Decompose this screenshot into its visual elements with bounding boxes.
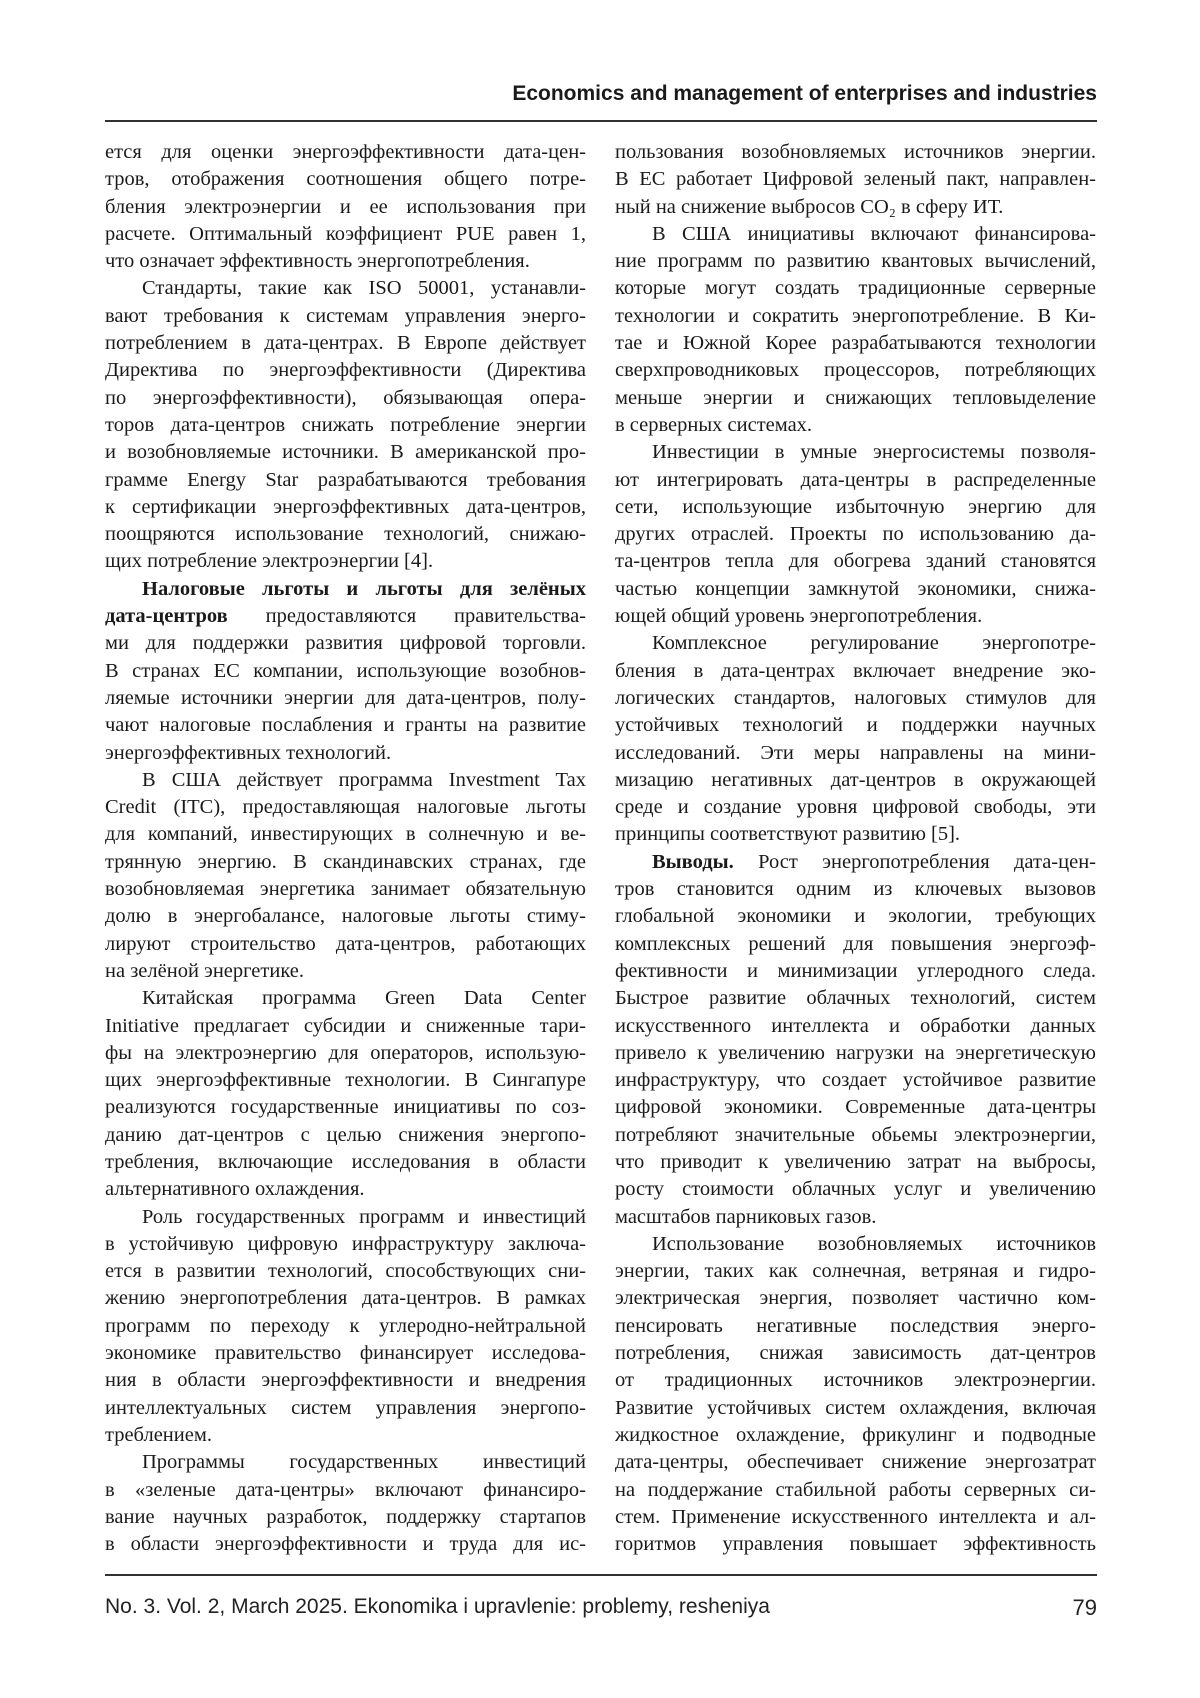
line-text: от традиционных источников электроэнергии. — [615, 1369, 1096, 1391]
text-line — [105, 357, 586, 384]
line-text: технологии и сократить энергопотребление. В Ки- — [615, 305, 1096, 327]
text-line — [615, 1094, 1096, 1121]
line-text: фы на электроэнергию для операторов, использую- — [105, 1042, 586, 1064]
text-line — [105, 221, 586, 248]
line-text: комплексных решений для повышения энергоэф- — [615, 933, 1096, 955]
line-text: в «зеленые дата-центры» включают финансиро- — [105, 1479, 586, 1501]
line-text: в области энергоэффективности и труда для ис- — [105, 1533, 586, 1555]
text-line — [615, 548, 1096, 575]
line-text: искусственного интеллекта и обработки данных — [615, 1015, 1096, 1037]
text-column-left — [105, 139, 586, 1558]
text-line — [105, 849, 586, 876]
text-line — [615, 1040, 1096, 1067]
text-line — [615, 603, 1096, 630]
text-line — [615, 1122, 1096, 1149]
line-text: исследований. Эти меры направлены на мини- — [615, 742, 1096, 764]
page-number: 79 — [1073, 1595, 1097, 1621]
line-text: ляемые источники энергии для дата-центров, полу- — [105, 687, 586, 709]
line-text: торов дата-центров снижать потребление энергии — [105, 414, 586, 436]
line-text: Быстрое развитие облачных технологий, систем — [615, 987, 1096, 1009]
text-line — [105, 821, 586, 848]
line-text: трянную энергию. В скандинавских странах, где — [105, 851, 586, 873]
text-line — [615, 685, 1096, 712]
text-column-right — [615, 139, 1096, 1558]
text-line — [105, 275, 586, 302]
text-line — [105, 794, 586, 821]
text-line — [615, 1149, 1096, 1176]
line-text: масштабов парниковых газов. — [615, 1206, 876, 1228]
line-text: инфраструктуру, что создает устойчивое развитие — [615, 1069, 1096, 1091]
line-text: Роль государственных программ и инвестиций — [142, 1206, 586, 1228]
line-text: жидкостное охлаждение, фрикулинг и подводные — [615, 1424, 1096, 1446]
line-text: Китайская программа Green Data Center — [142, 987, 586, 1009]
text-line — [615, 357, 1096, 384]
text-line — [615, 849, 1096, 876]
line-text: В США инициативы включают финансирова- — [652, 223, 1096, 245]
line-text: Initiative предлагает субсидии и сниженные тари- — [105, 1015, 586, 1037]
text-line — [615, 1313, 1096, 1340]
text-line — [105, 548, 586, 575]
line-text: предоставляются правительства- — [228, 605, 586, 627]
text-line — [615, 1013, 1096, 1040]
text-line — [105, 1449, 586, 1476]
line-text: Стандарты, такие как ISO 50001, устанавли- — [142, 277, 586, 299]
text-line — [615, 467, 1096, 494]
line-text: что приводит к увеличению затрат на выбросы, — [615, 1151, 1096, 1173]
text-line — [105, 385, 586, 412]
line-text: ния в области энергоэффективности и внедрения — [105, 1369, 586, 1391]
line-text: долю в энергобалансе, налоговые льготы стиму- — [105, 905, 586, 927]
line-text: электрическая энергия, позволяет частично ком- — [615, 1287, 1096, 1309]
text-line — [105, 330, 586, 357]
line-text: устойчивых технологий и поддержки научных — [615, 714, 1096, 736]
line-text: требления, включающие исследования в области — [105, 1151, 586, 1173]
text-line — [615, 1395, 1096, 1422]
header-divider — [105, 120, 1097, 122]
text-line — [105, 985, 586, 1012]
line-text: тров, отображения соотношения общего потре- — [105, 168, 586, 190]
line-text: Credit (ITC), предоставляющая налоговые льготы — [105, 796, 586, 818]
line-text: среде и создание уровня цифровой свободы, эти — [615, 796, 1096, 818]
text-line — [615, 1340, 1096, 1367]
text-line — [615, 712, 1096, 739]
line-text: та-центров тепла для обогрева зданий становятся — [615, 550, 1096, 572]
text-line — [615, 1531, 1096, 1558]
line-text: треблением. — [105, 1424, 212, 1446]
text-line — [615, 139, 1096, 166]
text-line — [105, 467, 586, 494]
line-text: ется для оценки энергоэффективности дата-цен- — [105, 141, 586, 163]
line-text: расчете. Оптимальный коэффициент PUE равен 1, — [105, 223, 586, 245]
line-text: принципы соответствуют развитию [5]. — [615, 823, 960, 845]
text-line — [615, 330, 1096, 357]
line-text: на поддержание стабильной работы серверных си- — [615, 1479, 1096, 1501]
text-line — [615, 1231, 1096, 1258]
text-line — [615, 166, 1096, 193]
line-text: для компаний, инвестирующих в солнечную и ве- — [105, 823, 586, 845]
line-text: Развитие устойчивых систем охлаждения, включая — [615, 1397, 1096, 1419]
line-text: меньше энергии и снижающих тепловыделение — [615, 387, 1096, 409]
text-line — [615, 1067, 1096, 1094]
text-line — [105, 712, 586, 739]
text-line — [615, 1422, 1096, 1449]
text-line — [105, 685, 586, 712]
line-text: интеллектуальных систем управления энергопо- — [105, 1397, 586, 1419]
line-text: ми для поддержки развития цифровой торговли. — [105, 632, 586, 654]
text-line — [615, 439, 1096, 466]
text-line — [105, 521, 586, 548]
text-line — [105, 303, 586, 330]
running-header-title: Economics and management of enterprises and industries — [512, 82, 1097, 106]
text-line — [105, 1313, 586, 1340]
line-text: пользования возобновляемых источников энергии. — [615, 141, 1096, 163]
line-text: чают налоговые послабления и гранты на развитие — [105, 714, 586, 736]
line-text: росту стоимости облачных услуг и увеличению — [615, 1178, 1096, 1200]
footer-divider — [105, 1574, 1097, 1576]
text-line — [105, 439, 586, 466]
line-text: горитмов управления повышает эффективность — [615, 1533, 1096, 1555]
text-line — [615, 658, 1096, 685]
line-text: В США действует программа Investment Tax — [142, 769, 586, 791]
line-text: и возобновляемые источники. В американской про- — [105, 441, 586, 463]
text-line — [615, 221, 1096, 248]
bold-run-in-heading: дата-центров — [105, 605, 228, 627]
text-line — [615, 876, 1096, 903]
line-text: дата-центры, обеспечивает снижение энергозатрат — [615, 1451, 1096, 1473]
text-line — [105, 1067, 586, 1094]
line-text: тае и Южной Корее разрабатываются технологии — [615, 332, 1096, 354]
line-text: сети, использующие избыточную энергию для — [615, 496, 1096, 518]
line-text: грамме Energy Star разрабатываются требования — [105, 469, 586, 491]
text-line — [105, 1204, 586, 1231]
line-text: бления электроэнергии и ее использования при — [105, 196, 586, 218]
line-text: вание научных разработок, поддержку стартапов — [105, 1506, 586, 1528]
text-line — [615, 1204, 1096, 1231]
line-text: логических стандартов, налоговых стимулов для — [615, 687, 1096, 709]
text-line — [615, 385, 1096, 412]
bold-run-in-heading: Налоговые льготы и льготы для зелёных — [142, 578, 586, 600]
text-line — [105, 1285, 586, 1312]
text-line — [105, 1531, 586, 1558]
text-line — [105, 494, 586, 521]
text-line — [105, 658, 586, 685]
line-text: ют интегрировать дата-центры в распределенные — [615, 469, 1096, 491]
bold-run-in-heading: Выводы. — [652, 851, 734, 873]
line-text: Директива по энергоэффективности (Директива — [105, 359, 586, 381]
line-text: ный на снижение выбросов CO₂ в сферу ИТ. — [615, 196, 1003, 218]
line-text: Комплексное регулирование энергопотре- — [652, 632, 1096, 654]
text-line — [615, 275, 1096, 302]
line-text: В ЕС работает Цифровой зеленый пакт, направлен- — [615, 168, 1096, 190]
text-line — [615, 794, 1096, 821]
text-line — [105, 958, 586, 985]
line-text: щих энергоэффективные технологии. В Сингапуре — [105, 1069, 586, 1091]
text-line — [105, 603, 586, 630]
line-text: пенсировать негативные последствия энерго- — [615, 1315, 1096, 1337]
line-text: энергии, таких как солнечная, ветряная и гидро- — [615, 1260, 1096, 1282]
text-line — [105, 1231, 586, 1258]
text-line — [615, 303, 1096, 330]
line-text: программ по переходу к углеродно-нейтральной — [105, 1315, 586, 1337]
line-text: ние программ по развитию квантовых вычислений, — [615, 250, 1096, 272]
text-line — [615, 248, 1096, 275]
line-text: стем. Применение искусственного интеллекта и ал- — [615, 1506, 1096, 1528]
text-line — [105, 1094, 586, 1121]
line-text: сверхпроводниковых процессоров, потребляющих — [615, 359, 1096, 381]
line-text: привело к увеличению нагрузки на энергетическую — [615, 1042, 1096, 1064]
text-line — [615, 931, 1096, 958]
text-line — [105, 767, 586, 794]
text-line — [105, 1477, 586, 1504]
text-line — [105, 166, 586, 193]
text-line — [105, 876, 586, 903]
text-line — [105, 1040, 586, 1067]
line-text: фективности и минимизации углеродного следа. — [615, 960, 1096, 982]
text-line — [105, 1258, 586, 1285]
line-text: альтернативного охлаждения. — [105, 1178, 365, 1200]
text-line — [615, 494, 1096, 521]
line-text: к сертификации энергоэффективных дата-центров, — [105, 496, 586, 518]
text-line — [105, 139, 586, 166]
line-text: мизацию негативных дат-центров в окружающей — [615, 769, 1096, 791]
text-line — [105, 1149, 586, 1176]
text-line — [615, 1449, 1096, 1476]
text-line — [615, 1258, 1096, 1285]
line-text: потреблением в дата-центрах. В Европе действует — [105, 332, 586, 354]
line-text: ется в развитии технологий, способствующих сни- — [105, 1260, 586, 1282]
line-text: на зелёной энергетике. — [105, 960, 304, 982]
line-text: что означает эффективность энергопотребления. — [105, 250, 530, 272]
text-line — [105, 1367, 586, 1394]
text-line — [615, 958, 1096, 985]
text-line — [615, 740, 1096, 767]
line-text: Рост энергопотребления дата-цен- — [734, 851, 1096, 873]
text-line — [105, 1422, 586, 1449]
line-text: в серверных системах. — [615, 414, 812, 436]
line-text: потребления, снижая зависимость дат-центров — [615, 1342, 1096, 1364]
line-text: реализуются государственные инициативы по соз- — [105, 1096, 586, 1118]
text-line — [105, 740, 586, 767]
text-line — [615, 985, 1096, 1012]
line-text: экономике правительство финансирует исследова- — [105, 1342, 586, 1364]
line-text: глобальной экономики и экологии, требующих — [615, 905, 1096, 927]
text-line — [105, 248, 586, 275]
footer-citation: No. 3. Vol. 2, March 2025. Ekonomika i upravlenie: problemy, resheniya — [105, 1595, 770, 1619]
line-text: энергоэффективных технологий. — [105, 742, 391, 764]
text-line — [105, 630, 586, 657]
text-line — [615, 821, 1096, 848]
line-text: Использование возобновляемых источников — [652, 1233, 1096, 1255]
line-text: данию дат-центров с целью снижения энергопо- — [105, 1124, 586, 1146]
text-line — [105, 194, 586, 221]
text-line — [615, 1176, 1096, 1203]
line-text: тров становится одним из ключевых вызовов — [615, 878, 1096, 900]
line-text: бления в дата-центрах включает внедрение эко- — [615, 660, 1096, 682]
text-line — [105, 931, 586, 958]
line-text: щих потребление электроэнергии [4]. — [105, 550, 433, 572]
text-line — [615, 1285, 1096, 1312]
line-text: потребляют значительные обьемы электроэнергии, — [615, 1124, 1096, 1146]
line-text: Инвестиции в умные энергосистемы позволя- — [652, 441, 1096, 463]
line-text: ющей общий уровень энергопотребления. — [615, 605, 982, 627]
text-line — [105, 412, 586, 439]
text-line — [105, 1504, 586, 1531]
text-line — [615, 1477, 1096, 1504]
text-line — [105, 1176, 586, 1203]
line-text: цифровой экономики. Современные дата-центры — [615, 1096, 1096, 1118]
line-text: частью концепции замкнутой экономики, снижа- — [615, 578, 1096, 600]
text-line — [105, 1395, 586, 1422]
text-line — [105, 903, 586, 930]
line-text: которые могут создать традиционные серверные — [615, 277, 1096, 299]
line-text: жению энергопотребления дата-центров. В рамках — [105, 1287, 586, 1309]
text-line — [105, 576, 586, 603]
text-line — [615, 521, 1096, 548]
line-text: В странах ЕС компании, использующие возобнов- — [105, 660, 586, 682]
line-text: других отраслей. Проекты по использованию да- — [615, 523, 1096, 545]
text-line — [105, 1122, 586, 1149]
text-line — [615, 1504, 1096, 1531]
line-text: вают требования к системам управления энерго- — [105, 305, 586, 327]
text-line — [615, 903, 1096, 930]
line-text: в устойчивую цифровую инфраструктуру заключа- — [105, 1233, 586, 1255]
line-text: лируют строительство дата-центров, работающих — [105, 933, 586, 955]
text-line — [615, 630, 1096, 657]
text-line — [615, 576, 1096, 603]
text-line — [615, 412, 1096, 439]
text-line — [615, 1367, 1096, 1394]
line-text: поощряются использование технологий, снижаю- — [105, 523, 586, 545]
text-line — [615, 194, 1096, 221]
text-line — [105, 1340, 586, 1367]
line-text: по энергоэффективности), обязывающая опера- — [105, 387, 586, 409]
text-line — [105, 1013, 586, 1040]
line-text: возобновляемая энергетика занимает обязательную — [105, 878, 586, 900]
line-text: Программы государственных инвестиций — [142, 1451, 586, 1473]
text-line — [615, 767, 1096, 794]
